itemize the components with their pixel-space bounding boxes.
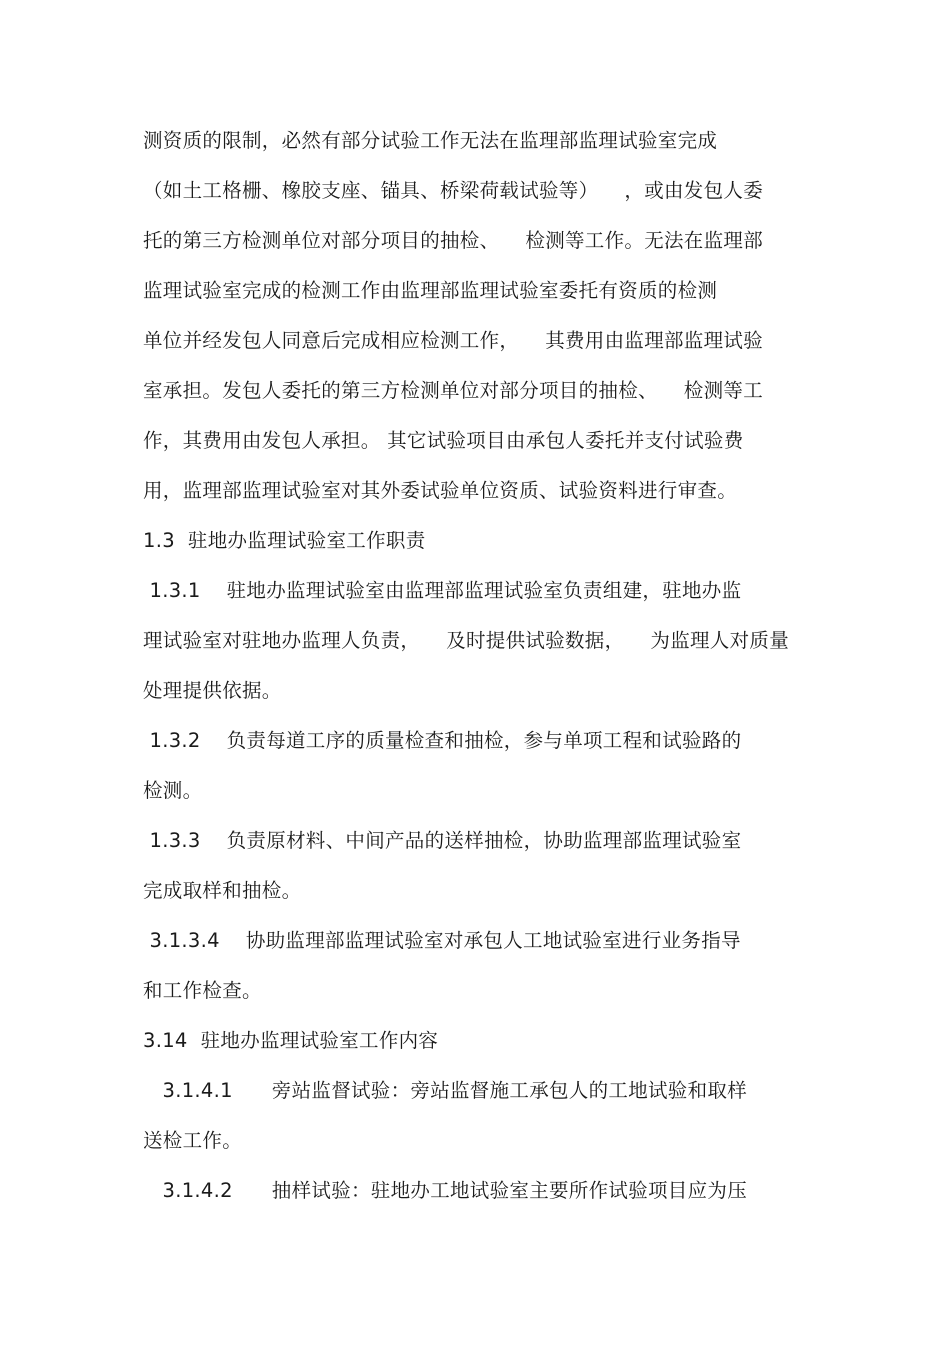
clause-line: 3.1.4.1 旁站监督试验：旁站监督施工承包人的工地试验和取样	[143, 1079, 748, 1102]
clause-line: 3.1.4.2 抽样试验：驻地办工地试验室主要所作试验项目应为压	[143, 1179, 748, 1202]
text-line: 处理提供依据。	[143, 679, 282, 702]
text-line: 监理试验室完成的检测工作由监理部监理试验室委托有资质的检测	[143, 279, 718, 302]
text-line: 检测。	[143, 779, 203, 802]
text-line: 测资质的限制，必然有部分试验工作无法在监理部监理试验室完成	[143, 129, 718, 152]
text-line: 送检工作。	[143, 1129, 243, 1152]
text-line: 托的第三方检测单位对部分项目的抽检、 检测等工作。无法在监理部	[143, 229, 763, 252]
text-line: 和工作检查。	[143, 979, 262, 1002]
text-line: 理试验室对驻地办监理人负责， 及时提供试验数据， 为监理人对质量	[143, 629, 789, 652]
clause-line: 1.3.3 负责原材料、中间产品的送样抽检，协助监理部监理试验室	[143, 829, 742, 852]
text-line: 用，监理部监理试验室对其外委试验单位资质、试验资料进行审查。	[143, 479, 738, 502]
clause-line: 3.1.3.4 协助监理部监理试验室对承包人工地试验室进行业务指导	[143, 929, 741, 952]
text-line: 完成取样和抽检。	[143, 879, 302, 902]
clause-line: 1.3.1 驻地办监理试验室由监理部监理试验室负责组建，驻地办监	[143, 579, 742, 602]
text-line: 作，其费用由发包人承担。 其它试验项目由承包人委托并支付试验费	[143, 429, 744, 452]
text-line: （如土工格栅、橡胶支座、锚具、桥梁荷载试验等） ，或由发包人委	[143, 179, 763, 202]
text-line: 室承担。发包人委托的第三方检测单位对部分项目的抽检、 检测等工	[143, 379, 763, 402]
text-line: 单位并经发包人同意后完成相应检测工作， 其费用由监理部监理试验	[143, 329, 763, 352]
section-heading: 3.14 驻地办监理试验室工作内容	[143, 1029, 439, 1052]
section-heading: 1.3 驻地办监理试验室工作职责	[143, 529, 426, 552]
clause-line: 1.3.2 负责每道工序的质量检查和抽检，参与单项工程和试验路的	[143, 729, 742, 752]
